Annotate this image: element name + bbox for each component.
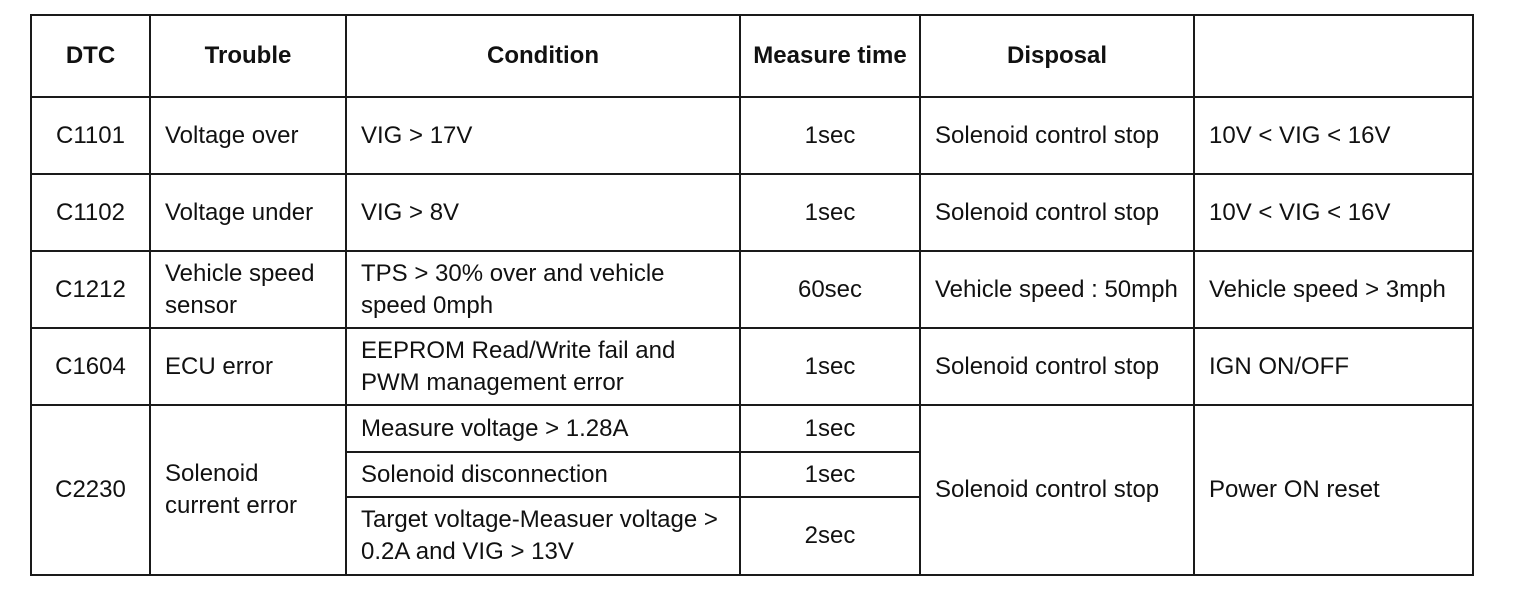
- recovery-cell: IGN ON/OFF: [1194, 328, 1473, 405]
- condition-cell: Measure voltage > 1.28A: [346, 405, 740, 452]
- measure-time-cell: 1sec: [740, 97, 920, 174]
- trouble-cell: ECU error: [150, 328, 346, 405]
- table-row: [31, 405, 1473, 452]
- table-row: [31, 251, 1473, 328]
- dtc-cell: C1604: [31, 328, 150, 405]
- recovery-cell: Vehicle speed > 3mph: [1194, 251, 1473, 328]
- measure-time-cell: 1sec: [740, 405, 920, 452]
- header-condition: Condition: [346, 15, 740, 97]
- header-row: [31, 15, 1473, 97]
- table-row: [31, 174, 1473, 251]
- header-dtc: DTC: [31, 15, 150, 97]
- condition-cell: Target voltage-Measuer voltage > 0.2A and VIG > 13V: [346, 497, 740, 575]
- dtc-cell: C1101: [31, 97, 150, 174]
- measure-time-cell: 1sec: [740, 452, 920, 497]
- condition-cell: VIG > 17V: [346, 97, 740, 174]
- table-row: [31, 97, 1473, 174]
- condition-cell: Solenoid disconnection: [346, 452, 740, 497]
- measure-time-cell: 1sec: [740, 174, 920, 251]
- trouble-cell: Voltage over: [150, 97, 346, 174]
- header-disposal: Disposal: [920, 15, 1194, 97]
- dtc-cell: C2230: [31, 405, 150, 575]
- recovery-cell: Power ON reset: [1194, 405, 1473, 575]
- measure-time-cell: 2sec: [740, 497, 920, 575]
- disposal-cell: Solenoid control stop: [920, 328, 1194, 405]
- disposal-cell: Solenoid control stop: [920, 174, 1194, 251]
- condition-cell: EEPROM Read/Write fail and PWM management error: [346, 328, 740, 405]
- header-recovery: [1194, 15, 1473, 97]
- dtc-table: [30, 14, 1474, 576]
- dtc-cell: C1102: [31, 174, 150, 251]
- condition-cell: VIG > 8V: [346, 174, 740, 251]
- disposal-cell: Solenoid control stop: [920, 405, 1194, 575]
- trouble-cell: Voltage under: [150, 174, 346, 251]
- header-measure-time: Measure time: [740, 15, 920, 97]
- disposal-cell: Solenoid control stop: [920, 97, 1194, 174]
- trouble-cell: Solenoid current error: [150, 405, 346, 575]
- recovery-cell: 10V < VIG < 16V: [1194, 97, 1473, 174]
- header-trouble: Trouble: [150, 15, 346, 97]
- dtc-cell: C1212: [31, 251, 150, 328]
- recovery-cell: 10V < VIG < 16V: [1194, 174, 1473, 251]
- measure-time-cell: 1sec: [740, 328, 920, 405]
- condition-cell: TPS > 30% over and vehicle speed 0mph: [346, 251, 740, 328]
- disposal-cell: Vehicle speed : 50mph: [920, 251, 1194, 328]
- table-row: [31, 328, 1473, 405]
- trouble-cell: Vehicle speed sensor: [150, 251, 346, 328]
- measure-time-cell: 60sec: [740, 251, 920, 328]
